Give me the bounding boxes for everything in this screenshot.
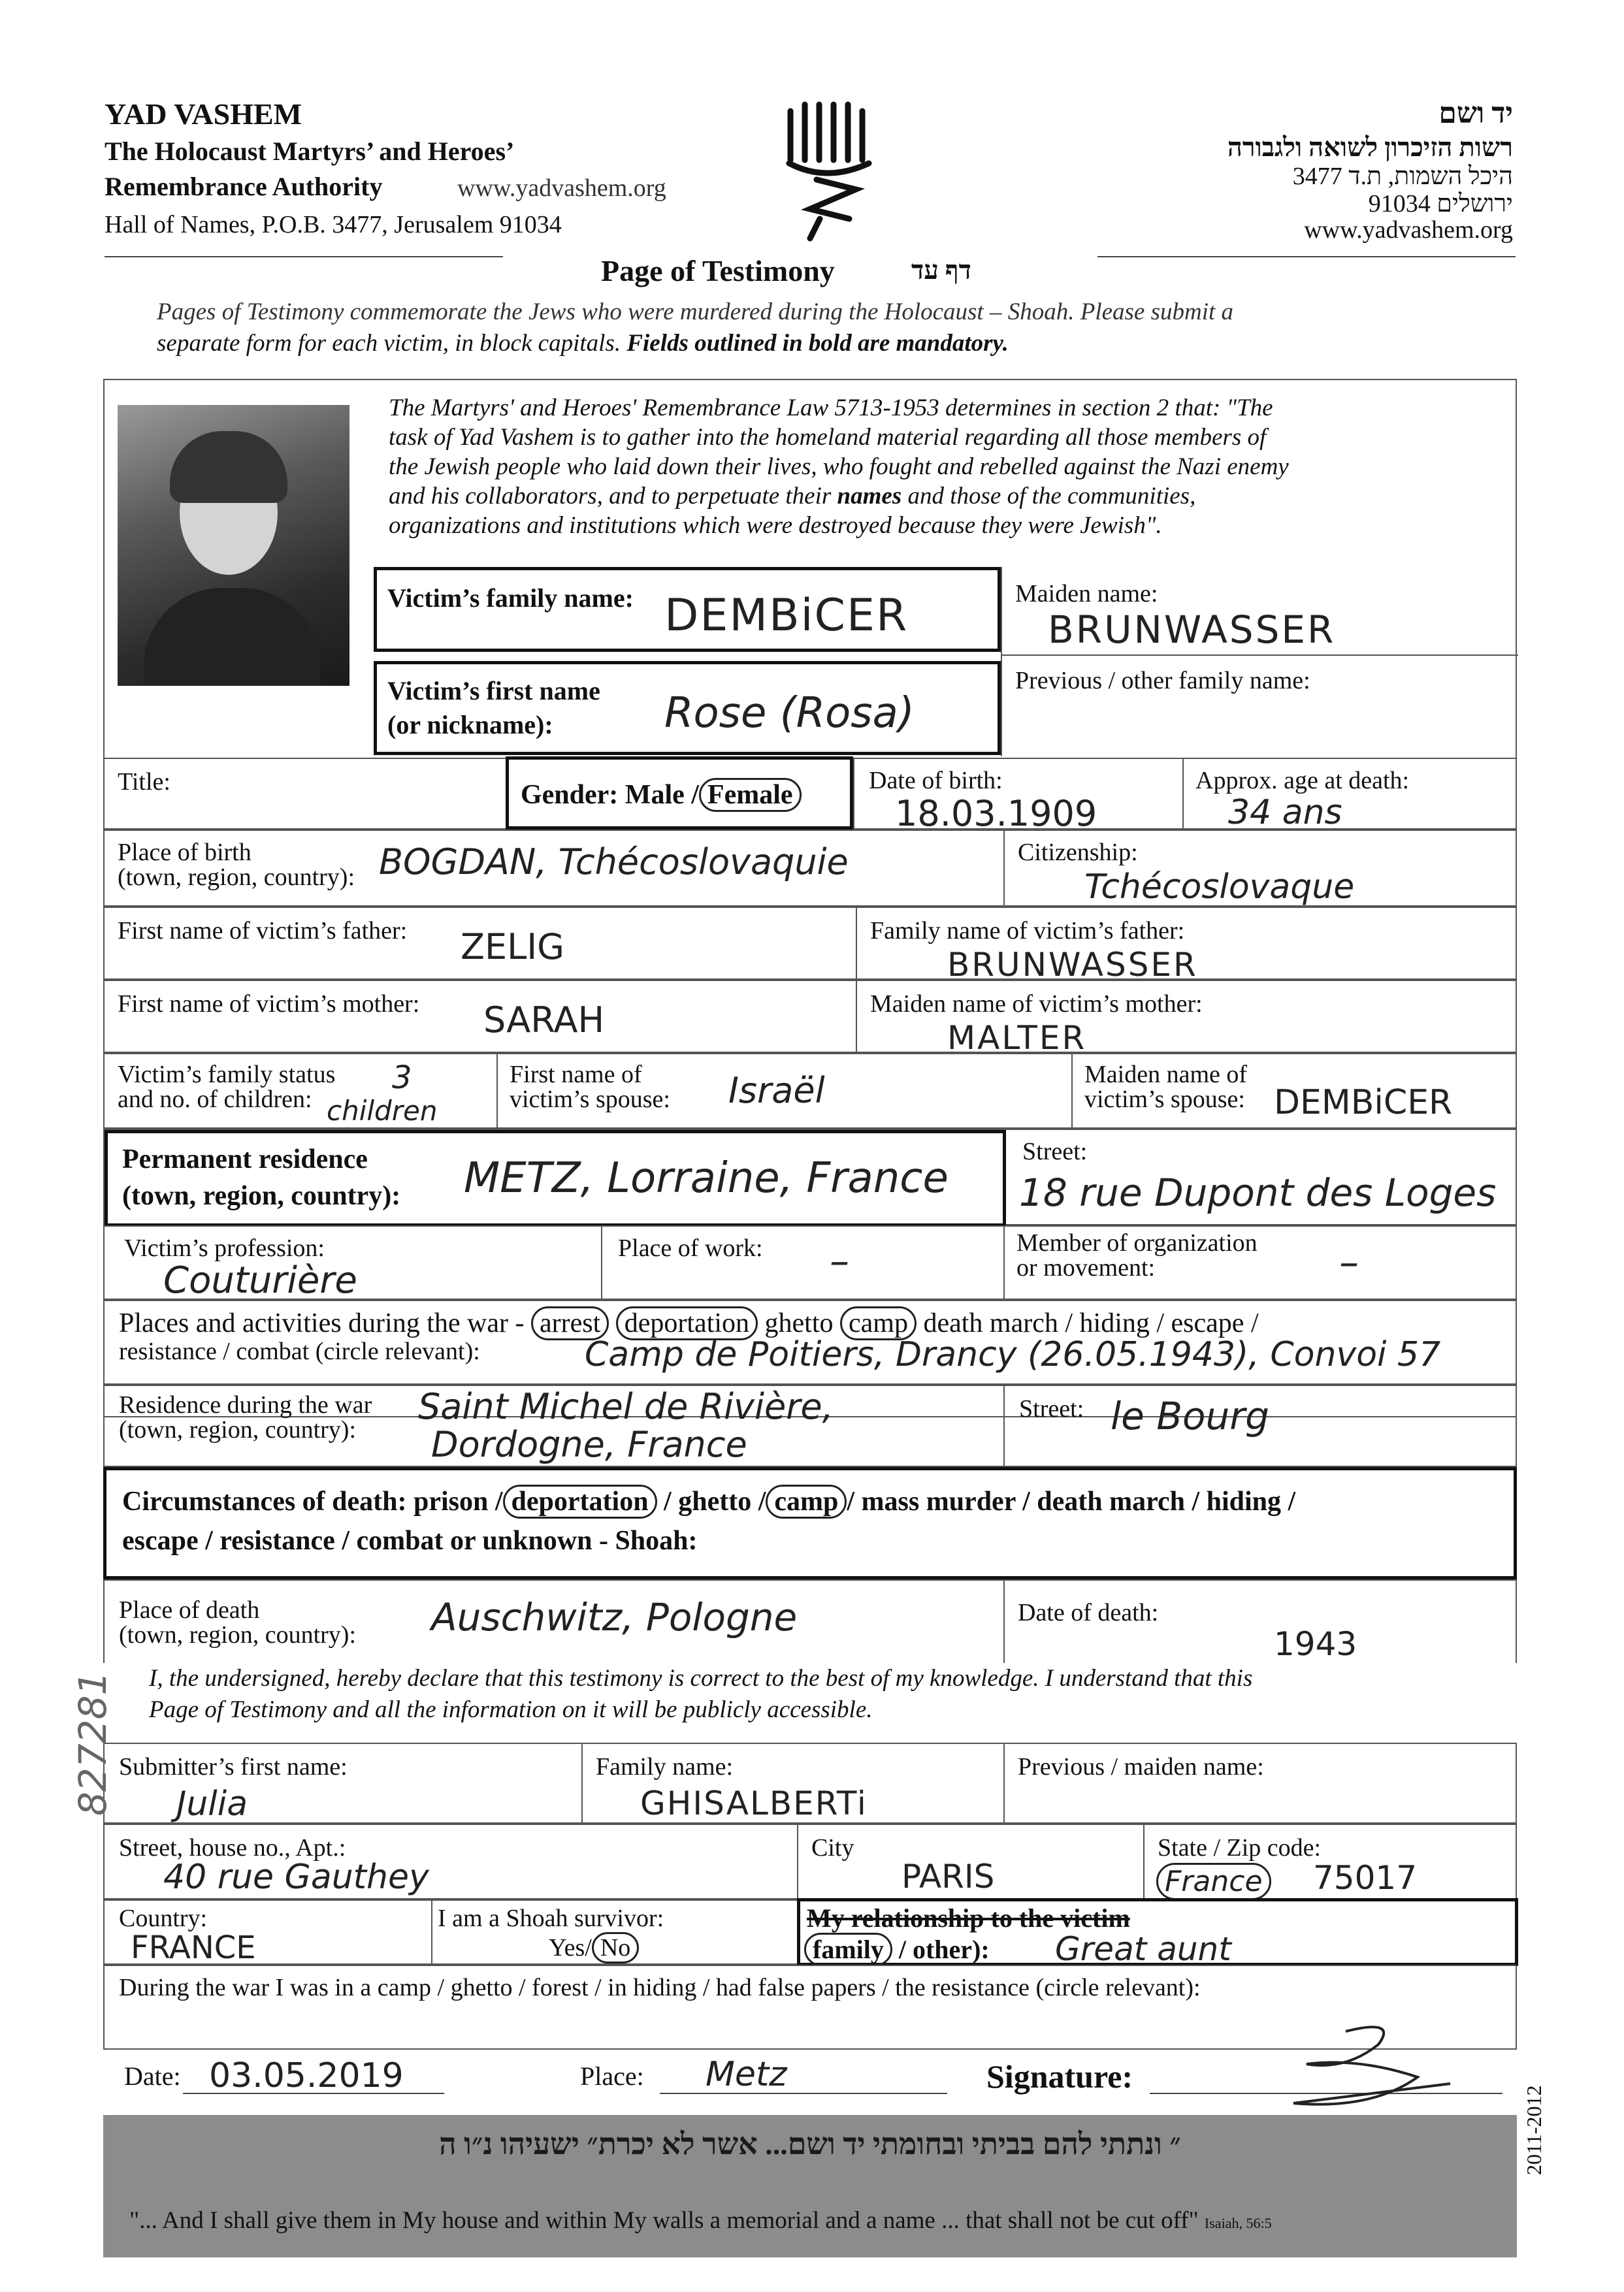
survivor-label: I am a Shoah survivor:: [438, 1905, 664, 1932]
residence-label-1: Permanent residence: [122, 1144, 368, 1174]
instructions-mandatory: Fields outlined in bold are mandatory.: [626, 330, 1009, 357]
survivor-options: [549, 1933, 639, 1962]
org-line-2: The Holocaust Martyrs’ and Heroes’: [105, 137, 515, 166]
war-residence-value-1: Saint Michel de Rivière,: [418, 1386, 834, 1427]
dod-label: Date of death:: [1018, 1599, 1159, 1626]
row-submitter-address: [103, 1824, 1517, 1899]
heb-org-line-4: ירושלים 91034: [1368, 190, 1513, 218]
row-title-gender: [103, 758, 1517, 834]
war-residence-label-2: (town, region, country):: [119, 1416, 357, 1444]
form-title: Page of Testimony: [601, 254, 835, 287]
first-name-label-1: Victim’s first name: [387, 676, 600, 705]
dob-value: 18.03.1909: [895, 793, 1097, 834]
family-status-label-1: Victim’s family status: [118, 1061, 336, 1088]
relationship-label: My relationship to the victim: [807, 1903, 1130, 1933]
divider: [1003, 831, 1005, 905]
header-rule-left: [105, 256, 503, 257]
heb-org-line-3: היכל השמות, ת.ד 3477: [1292, 163, 1513, 190]
pob-label-2: (town, region, country):: [118, 864, 355, 891]
divider: [431, 1901, 432, 1963]
dod-value: 1943: [1274, 1625, 1357, 1663]
father-family-label: Family name of victim’s father:: [870, 917, 1185, 944]
divider: [1003, 1227, 1005, 1299]
divider: [856, 981, 857, 1052]
first-name-value: Rose (Rosa): [664, 689, 915, 737]
signature-scribble: [1267, 2018, 1463, 2123]
instructions-text: separate form for each victim, in block capitals.: [157, 330, 621, 357]
yad-vashem-logo: [771, 98, 888, 242]
margin-note: 827281: [71, 1671, 115, 1816]
gender-female-circled: Female: [699, 778, 802, 812]
law-line-4: [389, 481, 1499, 511]
spouse-first-label-2: victim’s spouse:: [510, 1086, 670, 1113]
profession-label: Victim’s profession:: [124, 1235, 325, 1262]
circ-label: Circumstances of death: prison /: [122, 1487, 503, 1517]
submitter-first-label: Submitter’s first name:: [119, 1753, 348, 1781]
footer-english-quote-line: [129, 2206, 1272, 2235]
father-first-label: First name of victim’s father:: [118, 917, 408, 944]
circ-ghetto: / ghetto /: [664, 1487, 766, 1517]
divider: [601, 1227, 602, 1299]
submitter-city-label: City: [811, 1834, 854, 1862]
title-label: Title:: [118, 768, 171, 796]
children-value: children: [327, 1095, 438, 1127]
member-value: –: [1339, 1240, 1359, 1285]
law-line-4b: and those of the communities,: [907, 483, 1196, 509]
footer-band: [103, 2115, 1517, 2257]
row-war-residence: [103, 1385, 1517, 1467]
row-birthplace: [103, 830, 1517, 907]
mother-first-label: First name of victim’s mother:: [118, 990, 420, 1018]
circumstances-line-2: escape / resistance / combat or unknown - Shoah:: [122, 1526, 698, 1556]
circumstances-field[interactable]: [103, 1467, 1517, 1579]
profession-value: Couturière: [163, 1259, 357, 1302]
row-father: [103, 907, 1517, 984]
submitter-prev-label: Previous / maiden name:: [1018, 1753, 1264, 1781]
work-label: Place of work:: [618, 1235, 763, 1262]
family-name-label: Victim’s family name:: [387, 583, 634, 613]
law-line-4a: and his collaborators, and to perpetuate their: [389, 483, 832, 509]
member-label-1: Member of organization: [1016, 1229, 1258, 1257]
gender-label: Gender:: [521, 780, 619, 810]
war-residence-value-2: Dordogne, France: [431, 1424, 747, 1465]
relationship-family-circled: family: [804, 1933, 892, 1966]
activities-label: Places and activities during the war -: [119, 1308, 525, 1338]
place-underline: [660, 2093, 947, 2094]
submitter-street-label: Street, house no., Apt.:: [119, 1834, 346, 1862]
father-first-value: ZELIG: [461, 926, 564, 967]
citizenship-value: Tchécoslovaque: [1084, 867, 1355, 907]
war-residence-label-1: Residence during the war: [119, 1391, 372, 1419]
header-rule-right: [1097, 256, 1516, 257]
spouse-first-label-1: First name of: [510, 1061, 642, 1088]
maiden-name-label: Maiden name:: [1015, 580, 1158, 607]
survivor-no-circled: No: [592, 1932, 639, 1963]
activity-camp-circled: camp: [840, 1306, 917, 1340]
instructions-line-2: [157, 329, 1009, 357]
law-text: [389, 393, 1499, 540]
pob-value: BOGDAN, Tchécoslovaquie: [379, 841, 849, 882]
activity-ghetto: ghetto: [764, 1308, 834, 1338]
signature-label: Signature:: [986, 2058, 1133, 2095]
pod-value: Auschwitz, Pologne: [431, 1595, 798, 1639]
relationship-options: [804, 1934, 990, 1965]
instructions-line-1: Pages of Testimony commemorate the Jews who were murdered during the Holocaust – Shoah. Please submit a: [157, 299, 1234, 325]
first-name-label-2: (or nickname):: [387, 710, 553, 739]
declaration-line-1: I, the undersigned, hereby declare that this testimony is correct to the best of my knowledge. I understand that this: [149, 1665, 1253, 1692]
activities-line-1: [119, 1308, 1259, 1339]
row-family-status: [103, 1053, 1517, 1129]
age-value: 34 ans: [1228, 793, 1342, 832]
row-mother: [103, 980, 1517, 1057]
residence-value: METZ, Lorraine, France: [464, 1154, 949, 1202]
row-activities: [103, 1300, 1517, 1385]
maiden-name-value: BRUNWASSER: [1048, 607, 1336, 652]
divider: [1143, 1825, 1145, 1898]
relationship-other: / other):: [898, 1935, 990, 1964]
submitter-country-value: FRANCE: [131, 1929, 256, 1966]
family-status-label-2: and no. of children:: [118, 1086, 312, 1113]
spouse-maiden-label-2: victim’s spouse:: [1084, 1086, 1245, 1113]
org-line-3: Remembrance Authority: [105, 172, 383, 201]
row-submitter-name: [103, 1743, 1517, 1824]
gender-line: [521, 779, 802, 811]
divider: [496, 1054, 498, 1127]
submitter-state-value: France: [1156, 1863, 1271, 1900]
work-value: –: [830, 1238, 849, 1284]
submitter-family-label: Family name:: [596, 1753, 734, 1781]
family-name-value: DEMBiCER: [664, 590, 909, 641]
law-names: names: [837, 483, 902, 509]
first-name-field[interactable]: [374, 661, 1001, 755]
circ-camp-circled: camp: [766, 1485, 847, 1519]
website-left: www.yadvashem.org: [457, 174, 666, 202]
footer-hebrew-quote: ״ ונתתי להם בביתי ובחומתי יד ושם... אשר לא יכרת״ ישעיהו נ״ו ה: [439, 2127, 1181, 2161]
spouse-maiden-label-1: Maiden name of: [1084, 1061, 1248, 1088]
survivor-yes: Yes/: [549, 1934, 592, 1961]
spouse-first-value: Israël: [728, 1070, 825, 1111]
address: Hall of Names, P.O.B. 3477, Jerusalem 91034: [105, 211, 562, 238]
circ-rest: / mass murder / death march / hiding /: [847, 1487, 1296, 1517]
row-profession: [103, 1225, 1517, 1300]
footer-english-quote: "... And I shall give them in My house and within My walls a memorial and a name ... that shall not be cut off": [129, 2207, 1199, 2234]
submitter-family-value: GHISALBERTi: [640, 1784, 868, 1822]
divider: [1071, 1054, 1073, 1127]
row-residence: [103, 1129, 1517, 1225]
activity-rest: death march / hiding / escape /: [923, 1308, 1259, 1338]
divider: [856, 908, 857, 978]
submitter-street-value: 40 rue Gauthey: [163, 1858, 429, 1897]
photo-hair: [170, 431, 287, 503]
row-submitter-country: [103, 1899, 1517, 1968]
mother-maiden-value: MALTER: [947, 1019, 1087, 1057]
submitter-zip-value: 75017: [1313, 1859, 1418, 1897]
war-street-label: Street:: [1019, 1395, 1084, 1423]
photo-shoulders: [144, 588, 320, 686]
relationship-value: Great aunt: [1055, 1930, 1231, 1968]
submitter-state-label: State / Zip code:: [1158, 1834, 1322, 1862]
law-line-2: task of Yad Vashem is to gather into the homeland material regarding all those members of: [389, 424, 1267, 451]
residence-label-2: (town, region, country):: [122, 1181, 401, 1211]
footer-reference: Isaiah, 56:5: [1204, 2215, 1272, 2231]
declaration-line-2: Page of Testimony and all the information on it will be publicly accessible.: [149, 1696, 873, 1723]
dob-label: Date of birth:: [869, 767, 1003, 794]
street-value: 18 rue Dupont des Loges: [1019, 1170, 1497, 1215]
member-label-2: or movement:: [1016, 1254, 1156, 1282]
website-right: www.yadvashem.org: [1304, 216, 1513, 244]
citizenship-label: Citizenship:: [1018, 839, 1138, 866]
date-value: 03.05.2019: [209, 2056, 404, 2095]
relationship-field[interactable]: [797, 1898, 1518, 1966]
spouse-maiden-value: DEMBiCER: [1274, 1083, 1453, 1122]
mother-first-value: SARAH: [483, 999, 605, 1041]
victim-photo: [118, 405, 349, 686]
maiden-divider: [1002, 654, 1518, 656]
street-label: Street:: [1022, 1138, 1088, 1165]
activity-deportation-circled: deportation: [616, 1306, 758, 1340]
father-family-value: BRUNWASSER: [947, 946, 1198, 984]
form-year: 2011-2012: [1522, 2085, 1546, 2175]
law-line-3: the Jewish people who laid down their lives, who fought and rebelled against the Nazi enemy: [389, 453, 1289, 480]
submitter-first-value: Julia: [176, 1784, 248, 1824]
form-title-hebrew: דף עד: [911, 255, 971, 285]
previous-name-label: Previous / other family name:: [1015, 667, 1310, 694]
family-status-value: 3: [392, 1059, 412, 1096]
activities-value: Camp de Poitiers, Drancy (26.05.1943), Convoi 57: [585, 1335, 1441, 1374]
pod-label-2: (town, region, country):: [119, 1621, 357, 1649]
row-during-war: [103, 1965, 1517, 2010]
permanent-residence-field[interactable]: [105, 1130, 1006, 1227]
gender-field[interactable]: [506, 756, 853, 830]
law-line-5: organizations and institutions which were destroyed because they were Jewish".: [389, 512, 1162, 539]
pob-label-1: Place of birth: [118, 839, 252, 866]
divider: [1182, 759, 1184, 828]
divider: [1003, 1744, 1005, 1822]
pod-label-1: Place of death: [119, 1596, 260, 1624]
family-name-field[interactable]: [374, 567, 1001, 652]
submitter-city-value: PARIS: [901, 1858, 995, 1896]
mother-maiden-label: Maiden name of victim’s mother:: [870, 990, 1203, 1018]
place-value: Metz: [706, 2055, 787, 2094]
divider: [1003, 1386, 1005, 1466]
activities-label-2: resistance / combat (circle relevant):: [119, 1338, 480, 1365]
divider: [853, 759, 854, 828]
divider: [1003, 1581, 1005, 1663]
during-war-label: During the war I was in a camp / ghetto / forest / in hiding / had false papers / the resistance (circle relevant):: [119, 1974, 1201, 2001]
circumstances-line-1: [122, 1486, 1295, 1517]
heb-org-line-2: רשות הזיכרון לשואה ולגבורה: [1227, 133, 1513, 162]
law-line-1: The Martyrs' and Heroes' Remembrance Law 5713-1953 determines in section 2 that: "The: [389, 395, 1273, 421]
org-name: YAD VASHEM: [105, 97, 302, 131]
date-label: Date:: [124, 2061, 181, 2091]
divider: [581, 1744, 583, 1822]
place-label: Place:: [580, 2061, 644, 2091]
row-death: [103, 1579, 1517, 1663]
divider: [797, 1825, 798, 1898]
submitter-country-label: Country:: [119, 1905, 208, 1932]
gender-male: Male /: [625, 780, 699, 810]
age-label: Approx. age at death:: [1195, 767, 1410, 794]
circ-deportation-circled: deportation: [503, 1485, 657, 1519]
war-street-value: le Bourg: [1111, 1394, 1269, 1438]
maiden-block: [1001, 567, 1518, 756]
activity-arrest-circled: arrest: [531, 1306, 609, 1340]
heb-org-name: יד ושם: [1438, 97, 1513, 129]
